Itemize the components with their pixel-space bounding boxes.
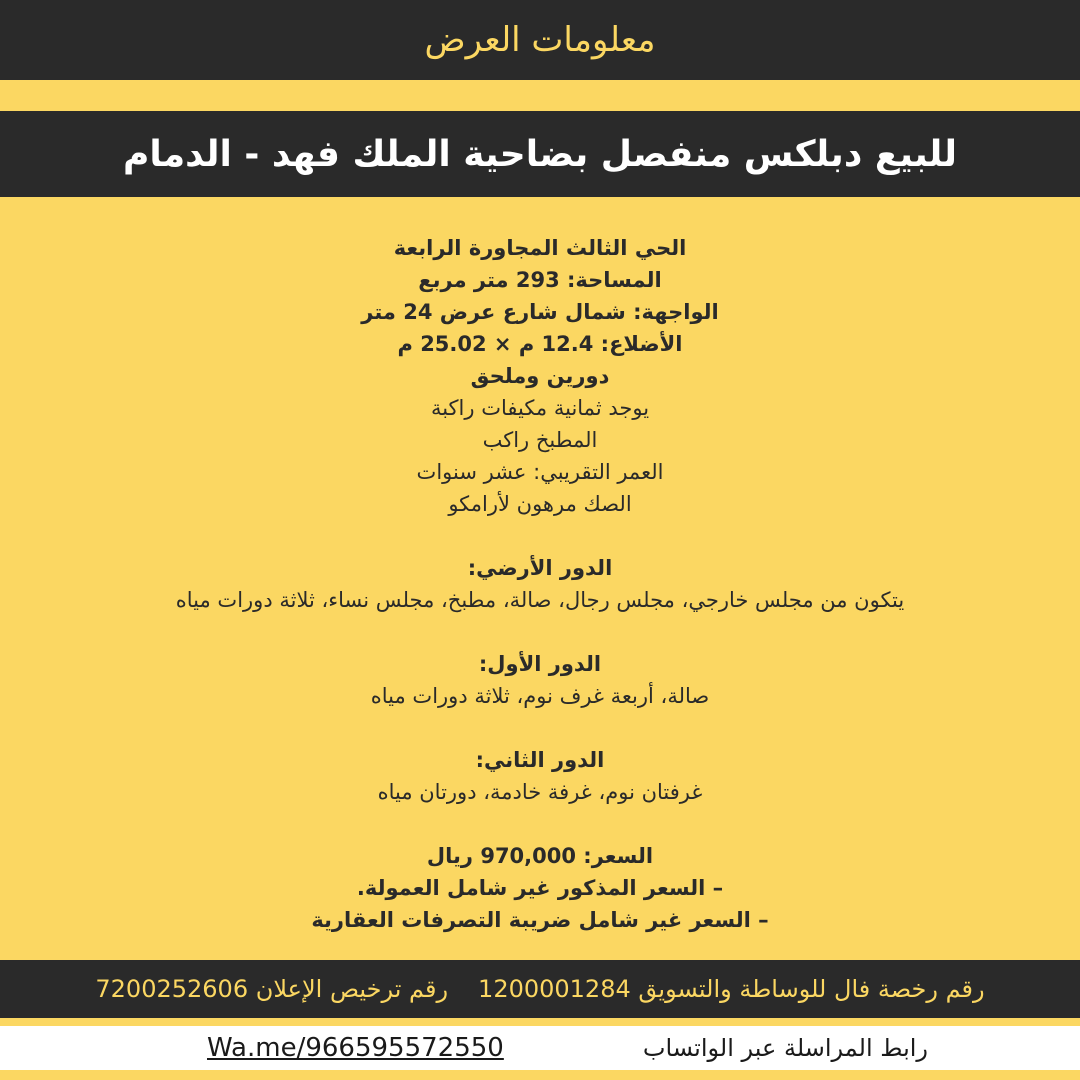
kitchen-text: المطبخ راكب: [482, 428, 598, 452]
age-text: العمر التقريبي: عشر سنوات: [416, 460, 664, 484]
facade-text: الواجهة: شمال شارع عرض 24 متر: [361, 300, 719, 324]
price-amount: السعر: 970,000 ريال: [426, 844, 654, 868]
first-floor-description: صالة، أربعة غرف نوم، ثلاثة دورات مياه: [370, 684, 710, 708]
header-bar: [0, 0, 1080, 80]
whatsapp-label: رابط المراسلة عبر الواتساب: [642, 1034, 928, 1062]
license-bar: [0, 960, 1080, 1018]
header-title: معلومات العرض: [424, 20, 656, 60]
neighborhood-text: الحي الثالث المجاورة الرابعة: [393, 236, 687, 260]
floors-text: دورين وملحق: [470, 364, 610, 388]
listing-details: [0, 232, 1080, 936]
dimensions-text: الأضلاع: 12.4 م × 25.02 م: [397, 332, 683, 356]
listing-headline: للبيع دبلكس منفصل بضاحية الملك فهد - الدمام: [122, 133, 958, 175]
first-floor-heading: الدور الأول:: [478, 652, 602, 676]
fal-license-text: رقم رخصة فال للوساطة والتسويق 1200001284: [478, 975, 985, 1003]
second-floor-description: غرفتان نوم، غرفة خادمة، دورتان مياه: [377, 780, 703, 804]
ad-license-text: رقم ترخيص الإعلان 7200252606: [95, 975, 449, 1003]
whatsapp-link[interactable]: Wa.me/966595572550: [207, 1033, 504, 1063]
ground-floor-heading: الدور الأرضي:: [467, 556, 613, 580]
price-note-commission: – السعر المذكور غير شامل العمولة.: [356, 876, 724, 900]
second-floor-heading: الدور الثاني:: [475, 748, 605, 772]
price-note-tax: – السعر غير شامل ضريبة التصرفات العقارية: [311, 908, 769, 932]
whatsapp-strip: [0, 1026, 1080, 1070]
area-text: المساحة: 293 متر مربع: [418, 268, 662, 292]
listing-title-bar: [0, 111, 1080, 197]
deed-text: الصك مرهون لأرامكو: [448, 492, 632, 516]
ground-floor-description: يتكون من مجلس خارجي، مجلس رجال، صالة، مطبخ، مجلس نساء، ثلاثة دورات مياه: [175, 588, 905, 612]
ac-text: يوجد ثمانية مكيفات راكبة: [430, 396, 650, 420]
